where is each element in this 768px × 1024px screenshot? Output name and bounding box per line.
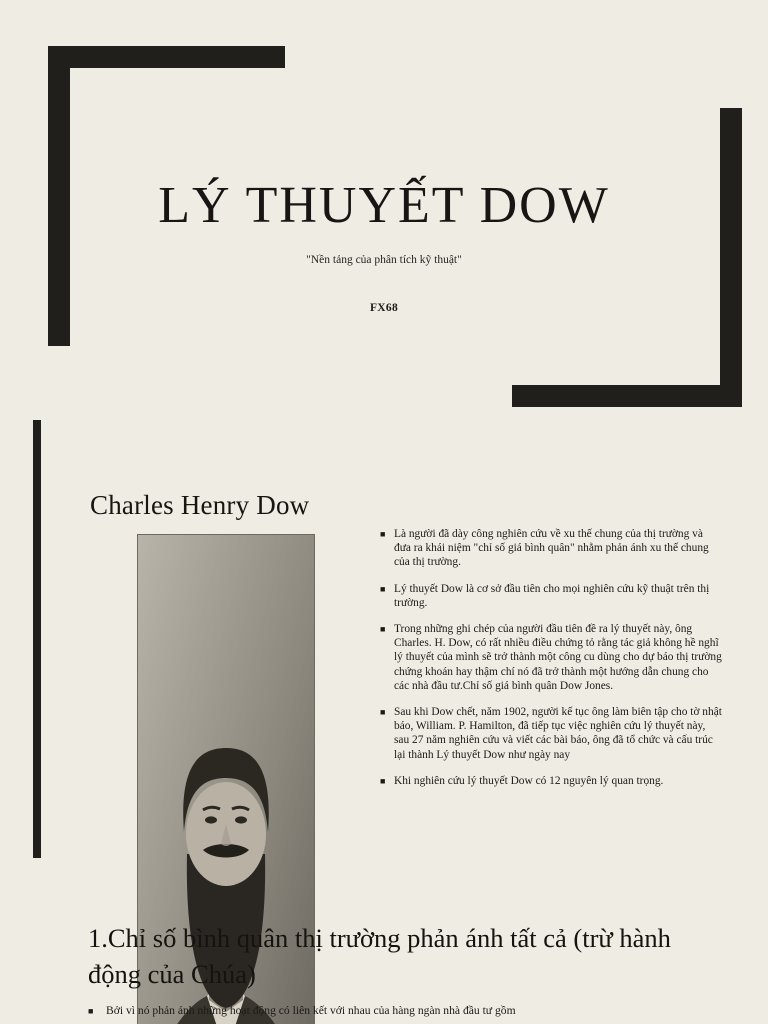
presentation-author: FX68 — [369, 302, 399, 314]
section-heading-principle-1: 1.Chỉ số bình quân thị trường phản ánh tất cả (trừ hành động của Chúa) — [88, 922, 671, 989]
presentation-subtitle: "Nền tảng của phân tích kỹ thuật" — [306, 254, 462, 266]
bullet-list — [380, 527, 722, 801]
section-title-charles-henry-dow: Charles Henry Dow — [90, 490, 310, 521]
list-item-text: Khi nghiên cứu lý thuyết Dow có 12 nguyên lý quan trọng. — [394, 774, 664, 787]
content-slide — [0, 420, 768, 1024]
list-item-text: Bởi vì nó phản ánh những hoạt động có liên kết với nhau của hàng ngàn nhà đầu tư gồm — [106, 1004, 516, 1017]
list-item — [88, 1004, 728, 1019]
bullet-marker-icon: ■ — [380, 583, 386, 594]
presentation-title: LÝ THUYẾT DOW — [158, 177, 610, 234]
bullet-marker-icon: ■ — [380, 775, 386, 786]
list-item-text: Trong những ghi chép của người đầu tiên đề ra lý thuyết này, ông Charles. H. Dow, có rất nhiều điều chứng tỏ rằng tác giả không hề nghĩ lý thuyết của mình sẽ trở thành một công cu dùng cho dự báo thị trường chứng khoán hay thậm chí nó đã trở thành một hướng dẫn chung cho các nhà đầu tư.Chỉ số giá bình quân Dow Jones. — [394, 623, 722, 692]
title-slide — [0, 0, 768, 420]
list-item — [380, 705, 722, 762]
bullet-marker-icon: ■ — [380, 707, 386, 718]
list-item — [380, 622, 722, 693]
list-item — [380, 774, 722, 789]
bullet-marker-icon: ■ — [380, 529, 386, 539]
list-item — [380, 582, 722, 610]
decorative-left-bar — [33, 420, 41, 858]
bullet-marker-icon: ■ — [88, 1006, 94, 1016]
list-item-text: Là người đã dày công nghiên cứu về xu thế chung của thị trường và đưa ra khái niệm "chỉ số giá bình quân" nhằm phản ánh xu thế chung của thị trường. — [394, 528, 709, 569]
list-item — [380, 527, 722, 570]
bullet-marker-icon: ■ — [380, 624, 386, 635]
list-item-text: Sau khi Dow chết, năm 1902, người kế tục ông làm biên tập cho tờ nhật báo, William. P. Hamilton, đã tiếp tục việc nghiên cứu lý thuyết này, sau 27 năm nghiên cứu và viết các bài báo, ông đã tổ chức và cấu trúc lại thành Lý thuyết Dow như ngày nay — [394, 706, 722, 761]
list-item-text: Lý thuyết Dow là cơ sở đầu tiên cho mọi nghiên cứu kỹ thuật trên thị trường. — [394, 582, 710, 609]
